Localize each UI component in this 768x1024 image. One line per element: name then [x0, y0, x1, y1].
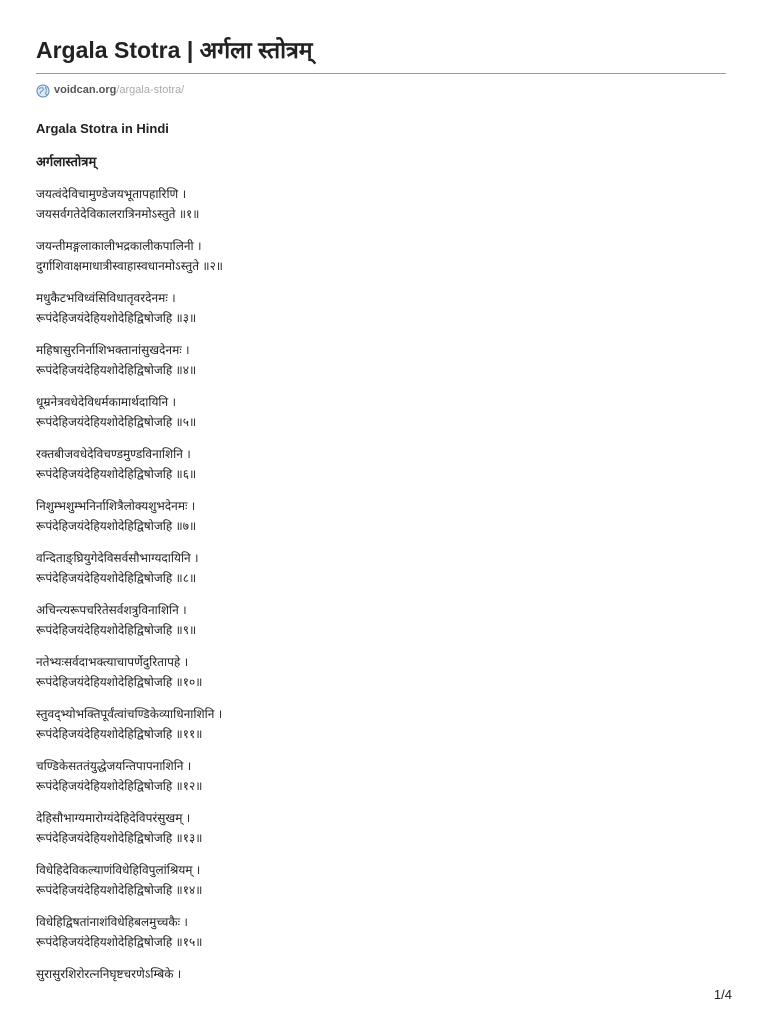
verse-line: महिषासुरनिर्नाशिभक्तानांसुखदेनमः ।: [36, 343, 190, 357]
verse-line: धूम्रनेत्रवधेदेविधर्मकामार्थदायिनि ।: [36, 395, 177, 409]
verse-line: स्तुवद्भ्योभक्तिपूर्वंत्वांचण्डिकेव्याधिनाशिनि ।: [36, 707, 223, 721]
verse-line: रूपंदेहिजयंदेहियशोदेहिद्विषोजहि ॥१२॥: [36, 779, 203, 793]
verse-line: निशुम्भशुम्भनिर्नाशित्रैलोक्यशुभदेनमः ।: [36, 499, 196, 513]
page-number: 1/4: [713, 987, 732, 1002]
verse-line: विधेहिद्विषतांनाशंविधेहिबलमुच्चकैः ।: [36, 915, 188, 929]
verse-line: रूपंदेहिजयंदेहियशोदेहिद्विषोजहि ॥११॥: [36, 727, 203, 741]
verse-line: दुर्गाशिवाक्षमाधात्रीस्वाहास्वधानमोऽस्तुते ॥२॥: [36, 259, 223, 273]
verse-line: रूपंदेहिजयंदेहियशोदेहिद्विषोजहि ॥९॥: [36, 623, 197, 637]
verse-block: [36, 444, 726, 496]
verse-block: [36, 964, 726, 1016]
verse-line: रूपंदेहिजयंदेहियशोदेहिद्विषोजहि ॥१३॥: [36, 831, 203, 845]
verse-block: [36, 652, 726, 704]
verse-line: नतेभ्यःसर्वदाभक्त्याचापर्णेदुरितापहे ।: [36, 655, 189, 669]
verse-line: रूपंदेहिजयंदेहियशोदेहिद्विषोजहि ॥१४॥: [36, 883, 203, 897]
verse-block: [36, 392, 726, 444]
verse-line: रूपंदेहिजयंदेहियशोदेहिद्विषोजहि ॥१०॥: [36, 675, 203, 689]
verse-line: अचिन्त्यरूपचरितेसर्वशत्रुविनाशिनि ।: [36, 603, 187, 617]
verse-line: रूपंदेहिजयंदेहियशोदेहिद्विषोजहि ॥१५॥: [36, 935, 203, 949]
verse-line: रूपंदेहिजयंदेहियशोदेहिद्विषोजहि ॥६॥: [36, 467, 197, 481]
verse-line: मधुकैटभविध्वंसिविधातृवरदेनमः ।: [36, 291, 176, 305]
verse-block: [36, 756, 726, 808]
source-link[interactable]: [36, 80, 184, 100]
source-domain[interactable]: voidcan.org: [54, 84, 117, 96]
verse-line: जयसर्वगतेदेविकालरात्रिनमोऽस्तुते ॥१॥: [36, 207, 200, 221]
verse-block: [36, 184, 726, 236]
verse-line: जयन्तीमङ्गलाकालीभद्रकालीकपालिनी ।: [36, 239, 202, 253]
title-divider: [36, 73, 726, 74]
verse-line: वन्दिताङ्घ्रियुगेदेविसर्वसौभाग्यदायिनि ।: [36, 551, 199, 565]
verse-line: रूपंदेहिजयंदेहियशोदेहिद्विषोजहि ॥८॥: [36, 571, 197, 585]
verse-block: [36, 548, 726, 600]
verse-line: रूपंदेहिजयंदेहियशोदेहिद्विषोजहि ॥४॥: [36, 363, 197, 377]
verse-line: देहिसौभाग्यमारोग्यंदेहिदेविपरंसुखम् ।: [36, 811, 191, 825]
section-subtitle: Argala Stotra in Hindi: [36, 121, 169, 136]
verse-line: चण्डिकेसततंयुद्धेजयन्तिपापनाशिनि ।: [36, 759, 192, 773]
globe-icon: [36, 84, 50, 98]
source-path[interactable]: /argala-stotra/: [116, 84, 185, 96]
verse-line: सुरासुरशिरोरत्ननिघृष्टचरणेऽम्बिके ।: [36, 967, 182, 981]
verse-block: [36, 912, 726, 964]
verse-block: [36, 496, 726, 548]
verse-line: विधेहिदेविकल्याणंविधेहिविपुलांश्रियम् ।: [36, 863, 201, 877]
verse-line: रूपंदेहिजयंदेहियशोदेहिद्विषोजहि ॥३॥: [36, 311, 197, 325]
verse-block: [36, 704, 726, 756]
verse-block: [36, 236, 726, 288]
verse-list: [36, 184, 726, 1016]
verse-line: जयत्वंदेविचामुण्डेजयभूतापहारिणि ।: [36, 187, 187, 201]
verse-block: [36, 808, 726, 860]
verse-line: रूपंदेहिजयंदेहियशोदेहिद्विषोजहि ॥५॥: [36, 415, 197, 429]
verse-block: [36, 860, 726, 912]
verse-line: रूपंदेहिजयंदेहियशोदेहिद्विषोजहि ॥७॥: [36, 519, 197, 533]
section-heading: अर्गलास्तोत्रम्: [36, 154, 97, 169]
verse-block: [36, 600, 726, 652]
verse-line: रक्तबीजवधेदेविचण्डमुण्डविनाशिनि ।: [36, 447, 191, 461]
verse-block: [36, 340, 726, 392]
page-title: Argala Stotra | अर्गला स्तोत्रम्: [36, 37, 313, 63]
verse-block: [36, 288, 726, 340]
